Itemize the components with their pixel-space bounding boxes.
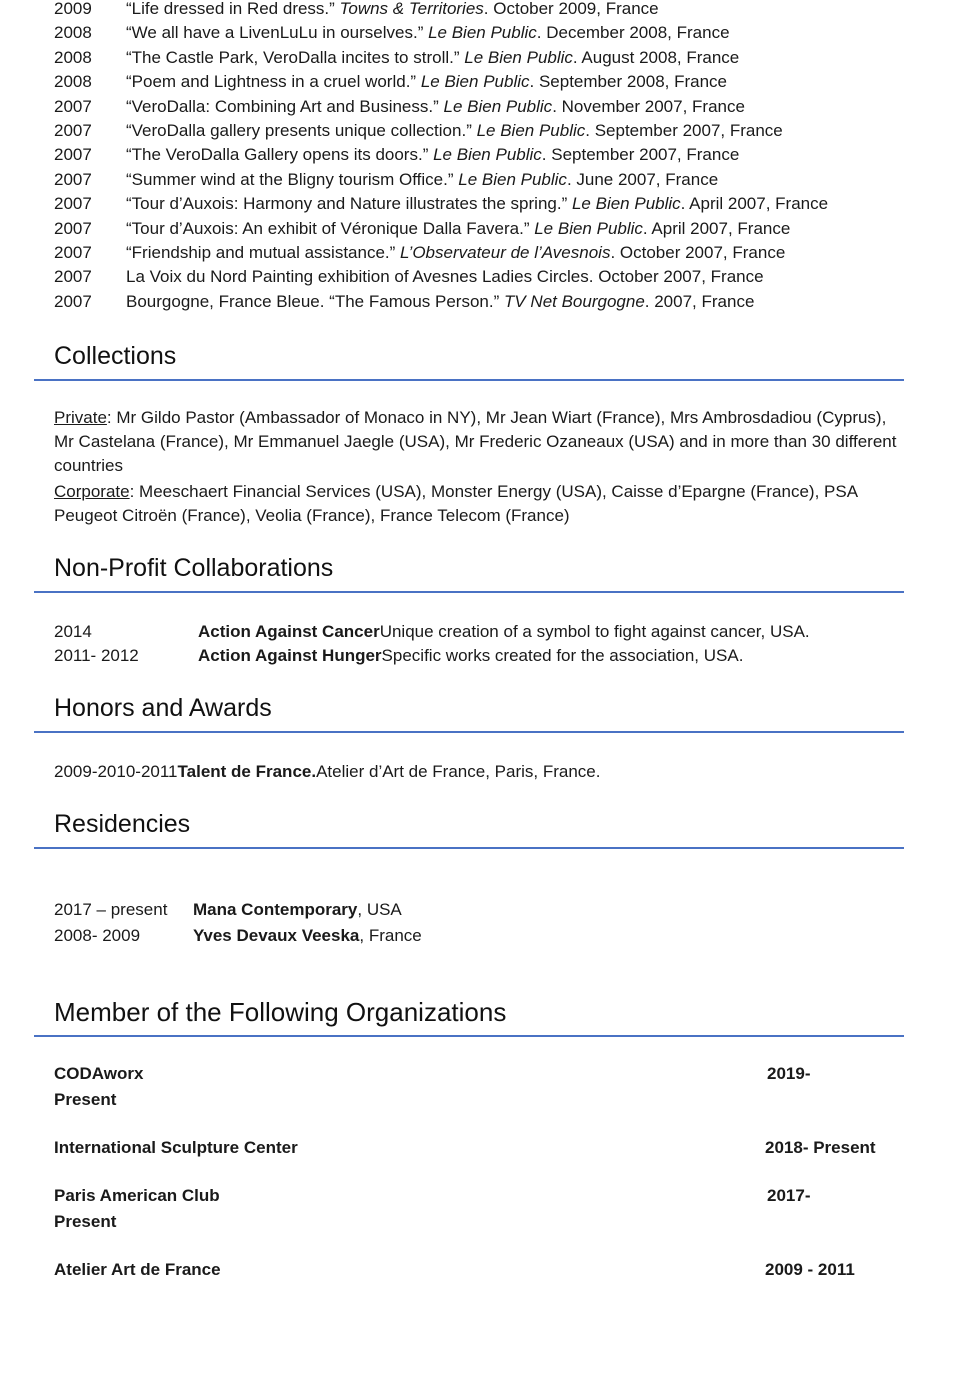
- collections-heading: Collections: [54, 342, 177, 370]
- press-item: 2007 “VeroDalla gallery presents unique collection.” Le Bien Public. September 2007, France: [54, 120, 783, 140]
- organization-name: International Sculpture Center: [54, 1138, 298, 1157]
- press-item: 2007 La Voix du Nord Painting exhibition of Avesnes Ladies Circles. October 2007, France: [54, 267, 764, 287]
- press-item: 2007 “Tour d’Auxois: An exhibit of Véronique Dalla Favera.” Le Bien Public. April 2007, France: [54, 218, 791, 238]
- press-list: [54, 0, 934, 314]
- organization-date: 2017-: [767, 1186, 811, 1205]
- press-item: 2007 Bourgogne, France Bleue. “The Famous Person.” TV Net Bourgogne. 2007, France: [54, 291, 755, 311]
- nonprofit-item: 2014 Action Against Cancer Unique creation of a symbol to fight against cancer, USA.: [54, 622, 810, 641]
- organization-date: 2018- Present: [765, 1138, 876, 1157]
- residency-item: 2017 – present Mana Contemporary , USA: [54, 900, 402, 919]
- honors-heading: Honors and Awards: [54, 694, 272, 722]
- press-item: 2007 “Summer wind at the Bligny tourism Office.” Le Bien Public. June 2007, France: [54, 169, 719, 189]
- residencies-heading: Residencies: [54, 810, 191, 838]
- press-item: 2007 “Friendship and mutual assistance.” L’Observateur de l’Avesnois. October 2007, France: [54, 242, 786, 262]
- press-item: 2007 “The VeroDalla Gallery opens its doors.” Le Bien Public. September 2007, France: [54, 145, 740, 165]
- press-item: 2008 “The Castle Park, VeroDalla incites to stroll.” Le Bien Public. August 2008, France: [54, 47, 740, 67]
- honors-item: 2009-2010-2011 Talent de France. Atelier d’Art de France, Paris, France.: [54, 762, 601, 781]
- press-item: 2007 “VeroDalla: Combining Art and Business.” Le Bien Public. November 2007, France: [54, 96, 745, 116]
- nonprofit-divider: [34, 591, 904, 593]
- press-item: 2008 “Poem and Lightness in a cruel world.” Le Bien Public. September 2008, France: [54, 72, 728, 92]
- collections-corporate: Corporate: Meeschaert Financial Services (USA), Monster Energy (USA), Caisse d’Epargne (France), PSA Peugeot Citroën (France), Veolia (France), France Telecom (France): [54, 482, 858, 525]
- organization-name: CODAworx Present: [54, 1064, 144, 1109]
- organizations-heading: Member of the Following Organizations: [54, 997, 507, 1027]
- nonprofit-item: 2011- 2012 Action Against Hunger Specific works created for the association, USA.: [54, 646, 744, 665]
- press-item: 2008 “We all have a LivenLuLu in ourselves.” Le Bien Public. December 2008, France: [54, 23, 730, 43]
- press-item: 2009 “Life dressed in Red dress.” Towns & Territories. October 2009, France: [54, 0, 659, 18]
- organization-name: Paris American Club Present: [54, 1186, 220, 1231]
- organization-name: Atelier Art de France: [54, 1260, 221, 1279]
- press-item: 2007 “Tour d’Auxois: Harmony and Nature illustrates the spring.” Le Bien Public. April 2007, France: [54, 194, 829, 214]
- nonprofit-heading: Non-Profit Collaborations: [54, 554, 334, 582]
- organizations-divider: [34, 1035, 904, 1037]
- collections-divider: [34, 379, 904, 381]
- collections-private: Private: Mr Gildo Pastor (Ambassador of Monaco in NY), Mr Jean Wiart (France), Mrs Ambrosdadiou (Cyprus), Mr Castelana (France), Mr Emmanuel Jaegle (USA), Mr Frederic Ozaneaux (USA) and in more than 30 different countries: [54, 408, 897, 475]
- residency-item: 2008- 2009 Yves Devaux Veeska , France: [54, 926, 422, 945]
- organization-date: 2019-: [767, 1064, 811, 1083]
- honors-divider: [34, 731, 904, 733]
- residencies-divider: [34, 847, 904, 849]
- organization-date: 2009 - 2011: [765, 1260, 855, 1279]
